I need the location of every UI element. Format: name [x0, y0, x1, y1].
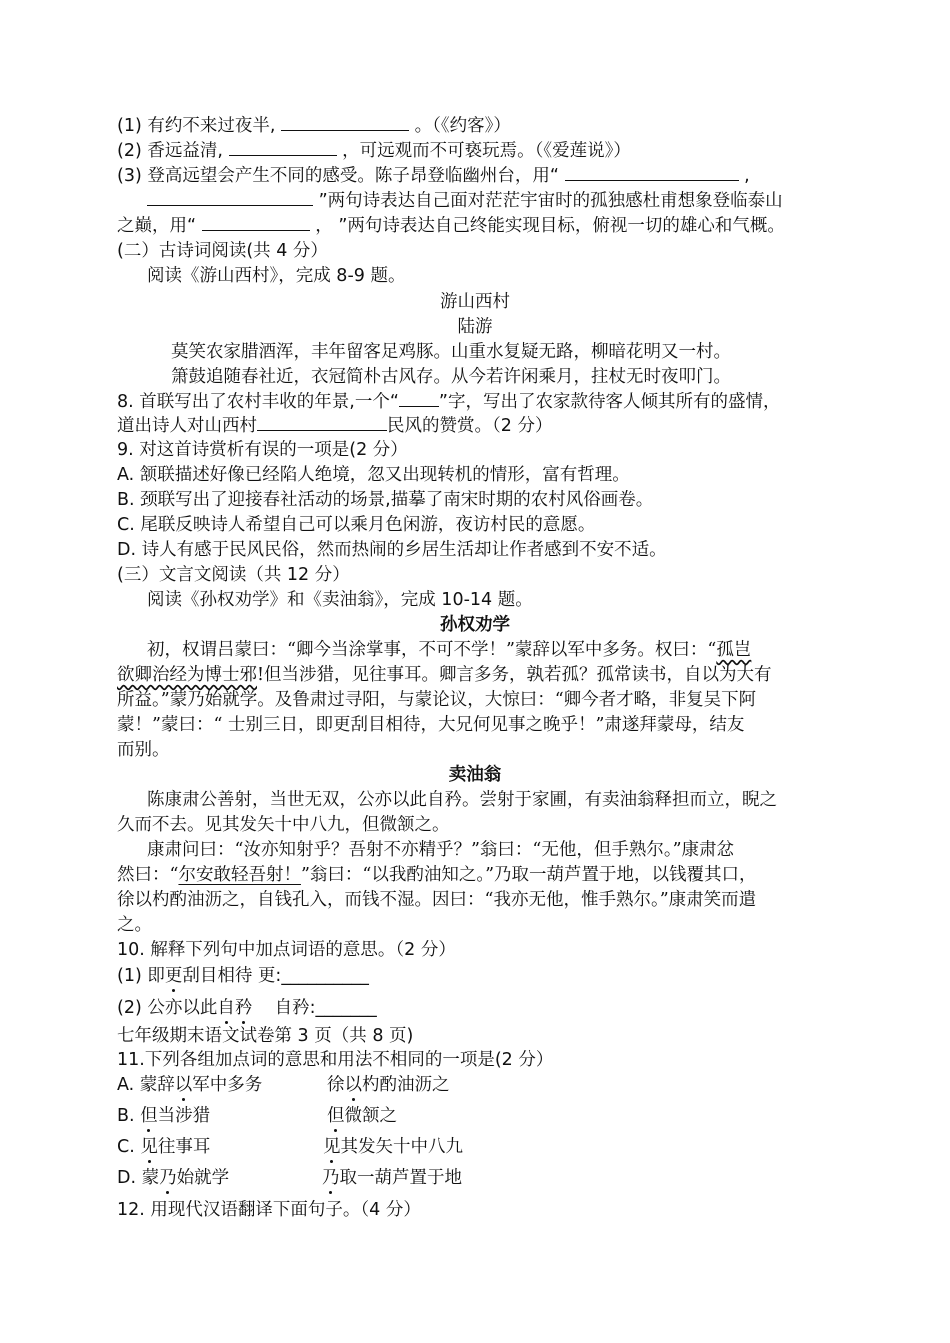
passage-2-line-3: 康肃问曰：“汝亦知射乎？吾射不亦精乎？”翁曰：“无他，但手熟尔。”康肃忿: [147, 840, 735, 860]
poem-line-2: 箫鼓追随春社近，衣冠简朴古风存。从今若许闲乘月，拄杖无时夜叩门。: [171, 367, 731, 387]
q11-c-right: [323, 1135, 463, 1159]
passage-1-line-3: 所益。”蒙乃始就学。及鲁肃过寻阳，与蒙论议，大惊曰：“卿今者才略，非复吴下阿: [117, 690, 757, 710]
q10-item-1: [117, 964, 850, 988]
page-footer: 七年级期末语文试卷第 3 页（共 8 页): [117, 1026, 414, 1046]
passage-1-line-4: 蒙！”蒙曰：“ 士别三日，即更刮目相待，大兄何见事之晚乎！”肃遂拜蒙母，结友: [117, 715, 745, 735]
q11-b-right: [327, 1104, 397, 1128]
dotted-word: 见: [323, 1137, 341, 1157]
passage-text: 然曰：“: [117, 865, 179, 885]
q7-line-2: [117, 139, 850, 163]
q8-text-d: 民风的赞赏。（2 分）: [387, 416, 553, 436]
q7-line-1: [117, 114, 850, 138]
q11-a-right: [327, 1073, 450, 1097]
q9-option-b[interactable]: B. 颈联写出了迎接春社活动的场景,描摹了南宋时期的农村风俗画卷。: [117, 490, 654, 510]
q8-text-b: ”字，写出了农家款待客人倾其所有的盛情，: [438, 392, 781, 412]
q9-option-a[interactable]: A. 颔联描述好像已经陷人绝境，忽又出现转机的情形，富有哲理。: [117, 465, 630, 485]
passage-2-line-1: 陈康肃公善射，当世无双，公亦以此自矜。尝射于家圃，有卖油翁释担而立，睨之: [147, 790, 777, 810]
q7-item-1-text: (1) 有约不来过夜半,: [117, 116, 276, 136]
q11-option-c[interactable]: [117, 1135, 850, 1159]
dotted-word: 以: [344, 1075, 362, 1095]
q12-stem: 12. 用现代汉语翻译下面句子。（4 分）: [117, 1200, 421, 1220]
q11-option-a[interactable]: [117, 1073, 850, 1097]
q7-item-3-desc: ”两句诗表达自己面对茫茫宇宙时的孤独感杜甫想象登临泰山: [318, 191, 783, 211]
passage-1-line-5: 而别。: [117, 740, 170, 760]
q7-item-2-source: ，可远观而不可亵玩焉。（《爱莲说》）: [342, 141, 631, 161]
section-2-intro: 阅读《游山西村》，完成 8-9 题。: [147, 266, 406, 286]
answer-blank[interactable]: [281, 114, 409, 131]
q11-stem: 11.下列各组加点词的意思和用法不相同的一项是(2 分）: [117, 1050, 554, 1070]
q8-line-1: [117, 390, 850, 414]
poem-author: 陆游: [457, 317, 493, 337]
q11-text: 始就学: [176, 1168, 230, 1188]
q11-text: 其发矢十中八九: [340, 1137, 463, 1157]
q11-option-d[interactable]: [117, 1166, 850, 1190]
answer-blank[interactable]: [202, 214, 310, 231]
q11-text: 往事耳: [157, 1137, 211, 1157]
q11-text: C.: [117, 1137, 141, 1157]
dotted-word: 以: [174, 1075, 193, 1095]
dotted-word: 乃: [159, 1168, 177, 1188]
q11-text: B.: [117, 1106, 141, 1126]
q11-text: 徐: [327, 1075, 345, 1095]
q10-text: (2) 公亦以此: [117, 998, 218, 1018]
q10-stem: 10. 解释下列句中加点词语的意思。（2 分）: [117, 940, 456, 960]
answer-blank[interactable]: __________: [281, 966, 369, 986]
q11-text: 杓酌油沥之: [362, 1075, 450, 1095]
passage-1-line-2: [117, 663, 850, 687]
passage-2-title: 卖油翁: [448, 765, 502, 785]
q11-text: A. 蒙辞: [117, 1075, 175, 1095]
q11-text: 微颔之: [344, 1106, 397, 1126]
answer-blank[interactable]: [147, 189, 313, 206]
dotted-word: 但: [327, 1106, 345, 1126]
q10-item-2: [117, 996, 850, 1020]
q7-line-3: [117, 164, 850, 188]
poem-line-1: 莫笑农家腊酒浑，丰年留客足鸡豚。山重水复疑无路，柳暗花明又一村。: [171, 342, 731, 362]
passage-2-line-6: 之。: [117, 915, 152, 935]
passage-text: ”翁曰：“以我酌油知之。”乃取一葫芦置于地，以钱覆其口，: [300, 865, 757, 885]
q7-line-4: [117, 189, 850, 213]
passage-2-line-5: 徐以杓酌油沥之，自钱孔入，而钱不湿。因曰：“我亦无他，惟手熟尔。”康肃笑而遣: [117, 890, 757, 910]
q7-item-1-source: 。（《约客》）: [414, 116, 511, 136]
dotted-word: 更: [164, 966, 183, 986]
passage-1-title: 孙权劝学: [440, 615, 510, 635]
underlined-text: 尔安敢轻吾射！: [178, 865, 301, 885]
q7-line-5: [117, 214, 850, 238]
q10-text: 刮目相待 更:: [182, 966, 282, 986]
answer-blank[interactable]: [565, 164, 739, 181]
q9-option-c[interactable]: C. 尾联反映诗人希望自己可以乘月色闲游，夜访村民的意愿。: [117, 515, 596, 535]
q9-option-d[interactable]: D. 诗人有感于民风民俗，然而热闹的乡居生活却让作者感到不安不适。: [117, 540, 667, 560]
poem-title: 游山西村: [440, 292, 510, 312]
q7-item-3-text-b: 之巅，用“: [117, 216, 197, 236]
q11-text: 取一葫芦置于地: [339, 1168, 462, 1188]
section-2-heading: (二）古诗词阅读(共 4 分）: [117, 241, 328, 261]
comma: ,: [744, 166, 750, 186]
q8-text-c: 道出诗人对山西村: [117, 416, 257, 436]
answer-blank[interactable]: [257, 414, 387, 431]
dotted-word: 乃: [322, 1168, 340, 1188]
passage-2-line-4: [117, 863, 850, 887]
answer-blank[interactable]: [399, 390, 439, 407]
q7-item-3-desc-b: ”两句诗表达自己终能实现目标，俯视一切的雄心和气概。: [338, 216, 785, 236]
answer-blank[interactable]: _______: [315, 998, 377, 1018]
answer-blank[interactable]: [229, 139, 337, 156]
wavy-underlined-text: 欲卿治经为博士邪: [117, 665, 257, 685]
q9-stem: 9. 对这首诗赏析有误的一项是(2 分）: [117, 440, 408, 460]
q11-text: 当涉猎: [157, 1106, 211, 1126]
wavy-underlined-text: 孤岂: [716, 640, 752, 660]
q11-d-right: [322, 1166, 462, 1190]
passage-1-line-1: [147, 638, 850, 662]
dotted-word: 但: [140, 1106, 158, 1126]
passage-2-line-2: 久而不去。见其发矢十中八九，但微颔之。: [117, 815, 450, 835]
q11-option-b[interactable]: [117, 1104, 850, 1128]
q11-text: 军中多务: [192, 1075, 263, 1095]
q8-text: 8. 首联写出了农村丰收的年景,一个“: [117, 392, 399, 412]
q11-text: D. 蒙: [117, 1168, 160, 1188]
passage-text: !但当涉猎，见往事耳。卿言多务，孰若孤？孤常读书，自以为大有: [257, 665, 772, 685]
q10-text: 自矜:: [252, 998, 316, 1018]
dotted-word: 矜: [234, 998, 253, 1018]
q10-text: (1) 即: [117, 966, 165, 986]
q7-item-2-text: (2) 香远益清,: [117, 141, 223, 161]
section-3-intro: 阅读《孙权劝学》和《卖油翁》，完成 10-14 题。: [147, 590, 533, 610]
passage-text: 初，权谓吕蒙曰：“卿今当涂掌事，不可不学！”蒙辞以军中多务。权曰：“: [147, 640, 717, 660]
dotted-word: 自: [217, 998, 235, 1018]
dotted-word: 见: [140, 1137, 158, 1157]
comma: ，: [315, 216, 333, 236]
q7-item-3-text: (3) 登高远望会产生不同的感受。陈子昂登临幽州台，用“: [117, 166, 559, 186]
section-3-heading: (三）文言文阅读（共 12 分）: [117, 565, 350, 585]
q8-line-2: [117, 414, 850, 438]
